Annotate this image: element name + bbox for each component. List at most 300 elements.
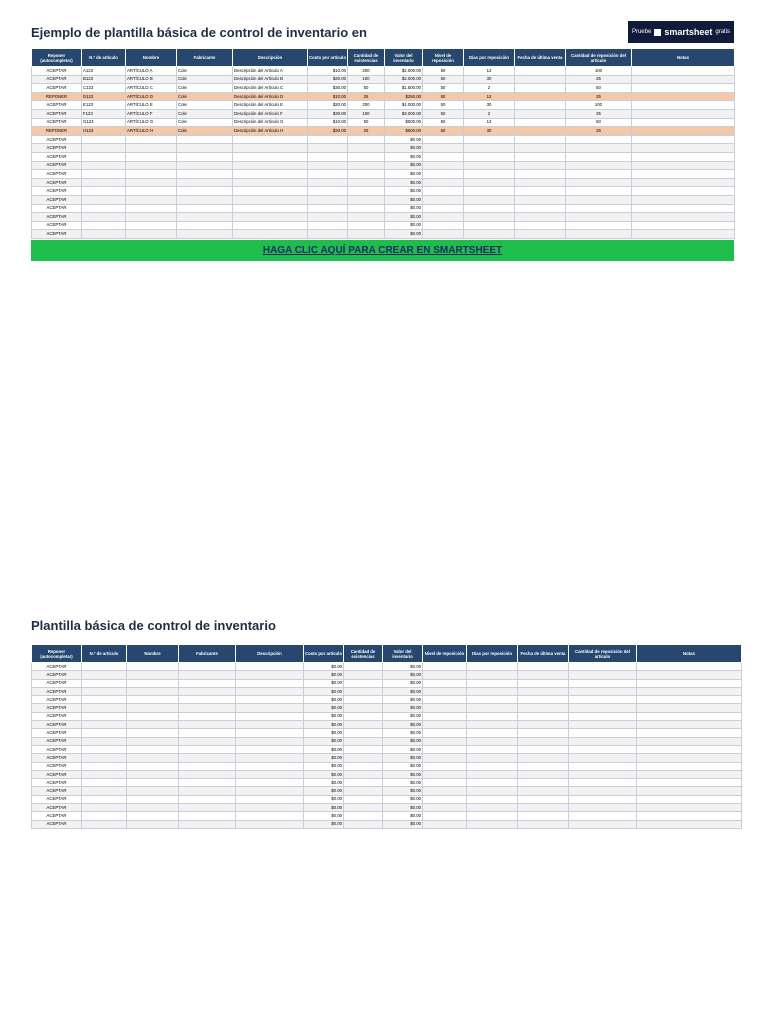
cell-cantidad[interactable] bbox=[344, 729, 383, 737]
cell-nombre[interactable] bbox=[126, 144, 177, 153]
cell-reponer[interactable]: ACEPTAR bbox=[32, 178, 82, 187]
cell-nombre[interactable] bbox=[126, 161, 177, 170]
cell-numero[interactable] bbox=[82, 795, 127, 803]
cell-reponer[interactable]: ACEPTAR bbox=[32, 671, 82, 679]
cell-dias[interactable] bbox=[464, 187, 515, 196]
cell-nombre[interactable] bbox=[127, 762, 179, 770]
cell-dias[interactable]: 2 bbox=[464, 84, 515, 93]
cell-fabricante[interactable]: Cole bbox=[177, 84, 233, 93]
cell-nombre[interactable] bbox=[127, 787, 179, 795]
cell-cantidad[interactable]: 25 bbox=[348, 127, 385, 136]
cell-fecha[interactable] bbox=[518, 696, 569, 704]
cell-numero[interactable] bbox=[82, 704, 127, 712]
cell-dias[interactable]: 30 bbox=[464, 127, 515, 136]
cell-notas[interactable] bbox=[632, 170, 735, 179]
cell-costo[interactable]: $0.00 bbox=[304, 704, 344, 712]
cell-cantidad[interactable] bbox=[344, 779, 383, 787]
cell-descripcion[interactable] bbox=[236, 663, 304, 671]
cell-valor[interactable]: $0.00 bbox=[385, 170, 423, 179]
cell-reponer[interactable]: ACEPTAR bbox=[32, 729, 82, 737]
cell-descripcion[interactable] bbox=[236, 712, 304, 720]
cell-fecha[interactable] bbox=[518, 745, 569, 753]
cell-numero[interactable] bbox=[82, 195, 126, 204]
cell-descripcion[interactable] bbox=[236, 770, 304, 778]
cell-notas[interactable] bbox=[637, 663, 742, 671]
cell-dias[interactable] bbox=[467, 754, 518, 762]
cell-cantidad-reposicion[interactable] bbox=[566, 161, 632, 170]
cell-fecha[interactable] bbox=[515, 221, 566, 230]
cell-descripcion[interactable]: Descripción del Artículo B bbox=[233, 75, 308, 84]
cell-cantidad[interactable] bbox=[344, 820, 383, 828]
cell-dias[interactable] bbox=[464, 195, 515, 204]
cell-fabricante[interactable]: Cole bbox=[177, 67, 233, 76]
cell-reponer[interactable]: ACEPTAR bbox=[32, 118, 82, 127]
cell-valor[interactable]: $0.00 bbox=[385, 230, 423, 239]
cell-fabricante[interactable] bbox=[177, 187, 233, 196]
cell-valor[interactable]: $2.000.00 bbox=[385, 67, 423, 76]
cell-numero[interactable] bbox=[82, 144, 126, 153]
cell-numero[interactable] bbox=[82, 754, 127, 762]
cell-numero[interactable] bbox=[82, 204, 126, 213]
cell-descripcion[interactable] bbox=[233, 204, 308, 213]
cell-notas[interactable] bbox=[637, 671, 742, 679]
cell-costo[interactable]: $20.00 bbox=[308, 127, 348, 136]
cell-nivel[interactable] bbox=[423, 820, 467, 828]
cell-fecha[interactable] bbox=[518, 729, 569, 737]
cell-descripcion[interactable] bbox=[236, 729, 304, 737]
cell-cantidad[interactable] bbox=[344, 704, 383, 712]
cell-numero[interactable] bbox=[82, 745, 127, 753]
cell-nivel[interactable] bbox=[423, 195, 464, 204]
cell-dias[interactable] bbox=[464, 161, 515, 170]
cell-fecha[interactable] bbox=[515, 92, 566, 101]
cell-reponer[interactable]: ACEPTAR bbox=[32, 820, 82, 828]
cell-numero[interactable] bbox=[82, 679, 127, 687]
cell-cantidad-reposicion[interactable] bbox=[566, 221, 632, 230]
cell-nombre[interactable]: ARTÍCULO A bbox=[126, 67, 177, 76]
cell-notas[interactable] bbox=[632, 101, 735, 110]
create-in-smartsheet-link[interactable]: HAGA CLIC AQUÍ PARA CREAR EN SMARTSHEET bbox=[262, 245, 503, 256]
cell-notas[interactable] bbox=[632, 109, 735, 118]
cell-numero[interactable] bbox=[82, 187, 126, 196]
cell-nivel[interactable] bbox=[423, 737, 467, 745]
cell-cantidad-reposicion[interactable] bbox=[569, 671, 637, 679]
cell-reponer[interactable]: ACEPTAR bbox=[32, 770, 82, 778]
cell-notas[interactable] bbox=[637, 770, 742, 778]
cell-fecha[interactable] bbox=[518, 804, 569, 812]
cell-notas[interactable] bbox=[637, 779, 742, 787]
cell-valor[interactable]: $4.000.00 bbox=[385, 101, 423, 110]
cell-reponer[interactable]: ACEPTAR bbox=[32, 84, 82, 93]
cell-cantidad-reposicion[interactable] bbox=[569, 704, 637, 712]
cell-reponer[interactable]: ACEPTAR bbox=[32, 812, 82, 820]
cell-fecha[interactable] bbox=[515, 170, 566, 179]
cell-notas[interactable] bbox=[637, 762, 742, 770]
cell-costo[interactable]: $0.00 bbox=[304, 679, 344, 687]
cell-notas[interactable] bbox=[637, 721, 742, 729]
cell-nivel[interactable]: 50 bbox=[423, 92, 464, 101]
cell-costo[interactable] bbox=[308, 221, 348, 230]
cell-dias[interactable] bbox=[467, 804, 518, 812]
cell-cantidad-reposicion[interactable] bbox=[569, 795, 637, 803]
cell-costo[interactable]: $0.00 bbox=[304, 687, 344, 695]
cell-fecha[interactable] bbox=[518, 762, 569, 770]
cell-reponer[interactable]: ACEPTAR bbox=[32, 679, 82, 687]
cell-costo[interactable] bbox=[308, 204, 348, 213]
cell-fabricante[interactable] bbox=[177, 152, 233, 161]
cell-fabricante[interactable] bbox=[177, 230, 233, 239]
cell-valor[interactable]: $0.00 bbox=[385, 187, 423, 196]
cell-cantidad[interactable] bbox=[344, 737, 383, 745]
cell-valor[interactable]: $0.00 bbox=[383, 721, 423, 729]
cell-descripcion[interactable]: Descripción del Artículo C bbox=[233, 84, 308, 93]
cell-numero[interactable] bbox=[82, 663, 127, 671]
cell-notas[interactable] bbox=[637, 704, 742, 712]
cell-numero[interactable] bbox=[82, 671, 127, 679]
cell-fabricante[interactable] bbox=[179, 762, 236, 770]
cell-cantidad-reposicion[interactable] bbox=[569, 729, 637, 737]
cell-dias[interactable] bbox=[464, 204, 515, 213]
cell-reponer[interactable]: ACEPTAR bbox=[32, 101, 82, 110]
cell-cantidad[interactable] bbox=[344, 762, 383, 770]
cell-nombre[interactable] bbox=[127, 737, 179, 745]
cell-dias[interactable] bbox=[467, 721, 518, 729]
cell-cantidad[interactable] bbox=[344, 663, 383, 671]
cell-nivel[interactable] bbox=[423, 729, 467, 737]
cell-cantidad[interactable] bbox=[348, 144, 385, 153]
cell-dias[interactable]: 30 bbox=[464, 75, 515, 84]
cell-descripcion[interactable] bbox=[233, 230, 308, 239]
cell-cantidad[interactable] bbox=[344, 745, 383, 753]
cell-notas[interactable] bbox=[637, 745, 742, 753]
cell-cantidad-reposicion[interactable] bbox=[569, 779, 637, 787]
cell-dias[interactable] bbox=[467, 737, 518, 745]
cell-cantidad[interactable] bbox=[344, 812, 383, 820]
cell-descripcion[interactable] bbox=[233, 187, 308, 196]
cell-costo[interactable]: $0.00 bbox=[304, 737, 344, 745]
cell-notas[interactable] bbox=[637, 820, 742, 828]
cell-cantidad[interactable] bbox=[344, 679, 383, 687]
cell-dias[interactable]: 12 bbox=[464, 92, 515, 101]
cell-nivel[interactable] bbox=[423, 230, 464, 239]
cell-numero[interactable]: B123 bbox=[82, 75, 126, 84]
cell-numero[interactable]: G123 bbox=[82, 118, 126, 127]
cell-nivel[interactable] bbox=[423, 221, 464, 230]
cell-cantidad[interactable] bbox=[348, 161, 385, 170]
cell-nivel[interactable] bbox=[423, 170, 464, 179]
cell-cantidad-reposicion[interactable] bbox=[566, 144, 632, 153]
cell-reponer[interactable]: ACEPTAR bbox=[32, 204, 82, 213]
cell-costo[interactable]: $20.00 bbox=[308, 101, 348, 110]
cell-nivel[interactable] bbox=[423, 679, 467, 687]
cell-dias[interactable] bbox=[467, 762, 518, 770]
cell-nivel[interactable]: 50 bbox=[423, 84, 464, 93]
cell-cantidad[interactable] bbox=[348, 195, 385, 204]
cell-notas[interactable] bbox=[632, 152, 735, 161]
cell-nivel[interactable] bbox=[423, 787, 467, 795]
cell-numero[interactable]: F123 bbox=[82, 109, 126, 118]
cell-costo[interactable]: $10.00 bbox=[308, 118, 348, 127]
cell-reponer[interactable]: ACEPTAR bbox=[32, 187, 82, 196]
cell-notas[interactable] bbox=[632, 195, 735, 204]
cell-valor[interactable]: $0.00 bbox=[383, 770, 423, 778]
cell-costo[interactable] bbox=[308, 144, 348, 153]
cell-nombre[interactable] bbox=[126, 135, 177, 144]
cell-descripcion[interactable] bbox=[233, 152, 308, 161]
cell-cantidad[interactable]: 25 bbox=[348, 92, 385, 101]
cell-cantidad[interactable] bbox=[344, 712, 383, 720]
cell-cantidad[interactable] bbox=[348, 204, 385, 213]
cell-reponer[interactable]: ACEPTAR bbox=[32, 712, 82, 720]
cell-cantidad[interactable] bbox=[348, 187, 385, 196]
cell-numero[interactable] bbox=[82, 787, 127, 795]
cell-nivel[interactable] bbox=[423, 152, 464, 161]
cell-reponer[interactable]: ACEPTAR bbox=[32, 221, 82, 230]
cell-numero[interactable] bbox=[82, 737, 127, 745]
cell-fabricante[interactable]: Cole bbox=[177, 101, 233, 110]
cell-nivel[interactable] bbox=[423, 663, 467, 671]
cell-fabricante[interactable] bbox=[177, 144, 233, 153]
cell-fabricante[interactable] bbox=[179, 770, 236, 778]
cell-descripcion[interactable]: Descripción del Artículo H bbox=[233, 127, 308, 136]
cell-cantidad[interactable] bbox=[344, 696, 383, 704]
cell-numero[interactable] bbox=[82, 213, 126, 222]
cell-notas[interactable] bbox=[637, 696, 742, 704]
cell-costo[interactable]: $30.00 bbox=[308, 84, 348, 93]
cell-dias[interactable] bbox=[464, 135, 515, 144]
cell-costo[interactable]: $0.00 bbox=[304, 754, 344, 762]
cell-reponer[interactable]: ACEPTAR bbox=[32, 135, 82, 144]
cell-notas[interactable] bbox=[637, 687, 742, 695]
cell-descripcion[interactable] bbox=[236, 704, 304, 712]
cell-cantidad[interactable] bbox=[344, 721, 383, 729]
cell-costo[interactable] bbox=[308, 213, 348, 222]
cell-dias[interactable] bbox=[464, 152, 515, 161]
cell-fabricante[interactable] bbox=[179, 779, 236, 787]
cell-costo[interactable] bbox=[308, 152, 348, 161]
cell-notas[interactable] bbox=[632, 135, 735, 144]
cell-fabricante[interactable] bbox=[179, 804, 236, 812]
cell-numero[interactable]: D123 bbox=[82, 92, 126, 101]
cell-descripcion[interactable] bbox=[236, 812, 304, 820]
cell-nombre[interactable] bbox=[127, 770, 179, 778]
cell-valor[interactable]: $0.00 bbox=[383, 745, 423, 753]
cell-dias[interactable]: 12 bbox=[464, 118, 515, 127]
cell-cantidad[interactable] bbox=[344, 795, 383, 803]
cell-fabricante[interactable] bbox=[177, 135, 233, 144]
cell-nombre[interactable]: ARTÍCULO F bbox=[126, 109, 177, 118]
cell-notas[interactable] bbox=[632, 161, 735, 170]
cell-notas[interactable] bbox=[637, 729, 742, 737]
cell-notas[interactable] bbox=[637, 737, 742, 745]
cell-dias[interactable] bbox=[467, 679, 518, 687]
cell-notas[interactable] bbox=[637, 787, 742, 795]
cell-cantidad-reposicion[interactable] bbox=[569, 663, 637, 671]
cell-fabricante[interactable] bbox=[177, 221, 233, 230]
cell-cantidad-reposicion[interactable] bbox=[569, 721, 637, 729]
cell-nivel[interactable]: 50 bbox=[423, 109, 464, 118]
cell-costo[interactable]: $0.00 bbox=[304, 671, 344, 679]
cell-fecha[interactable] bbox=[518, 795, 569, 803]
cell-fabricante[interactable] bbox=[179, 704, 236, 712]
cell-nivel[interactable] bbox=[423, 712, 467, 720]
cell-reponer[interactable]: ACEPTAR bbox=[32, 762, 82, 770]
cell-valor[interactable]: $500.00 bbox=[385, 118, 423, 127]
cell-valor[interactable]: $0.00 bbox=[383, 729, 423, 737]
cell-valor[interactable]: $500.00 bbox=[385, 127, 423, 136]
cell-reponer[interactable]: ACEPTAR bbox=[32, 152, 82, 161]
cell-notas[interactable] bbox=[632, 230, 735, 239]
cell-nombre[interactable] bbox=[126, 152, 177, 161]
cell-dias[interactable] bbox=[467, 696, 518, 704]
cell-fecha[interactable] bbox=[518, 787, 569, 795]
cell-descripcion[interactable] bbox=[233, 213, 308, 222]
cell-fecha[interactable] bbox=[515, 178, 566, 187]
cell-dias[interactable] bbox=[464, 230, 515, 239]
cell-nombre[interactable]: ARTÍCULO B bbox=[126, 75, 177, 84]
cell-numero[interactable] bbox=[82, 170, 126, 179]
cell-valor[interactable]: $0.00 bbox=[385, 135, 423, 144]
cell-nombre[interactable] bbox=[126, 213, 177, 222]
cell-fecha[interactable] bbox=[518, 712, 569, 720]
cell-nivel[interactable] bbox=[423, 704, 467, 712]
cell-numero[interactable] bbox=[82, 812, 127, 820]
cell-valor[interactable]: $0.00 bbox=[383, 737, 423, 745]
cell-costo[interactable]: $0.00 bbox=[304, 795, 344, 803]
cell-fecha[interactable] bbox=[518, 687, 569, 695]
cell-reponer[interactable]: ACEPTAR bbox=[32, 779, 82, 787]
cell-cantidad[interactable]: 100 bbox=[348, 75, 385, 84]
cell-fabricante[interactable]: Cole bbox=[177, 75, 233, 84]
cell-numero[interactable] bbox=[82, 161, 126, 170]
cell-nombre[interactable] bbox=[126, 230, 177, 239]
cell-fabricante[interactable] bbox=[179, 671, 236, 679]
cell-cantidad[interactable] bbox=[348, 213, 385, 222]
cell-descripcion[interactable] bbox=[233, 195, 308, 204]
cell-fecha[interactable] bbox=[518, 704, 569, 712]
cell-reponer[interactable]: ACEPTAR bbox=[32, 230, 82, 239]
cell-cantidad-reposicion[interactable] bbox=[566, 187, 632, 196]
cell-nivel[interactable] bbox=[423, 135, 464, 144]
cell-dias[interactable] bbox=[467, 787, 518, 795]
cell-numero[interactable]: E123 bbox=[82, 101, 126, 110]
cell-fabricante[interactable] bbox=[179, 745, 236, 753]
cell-costo[interactable]: $0.00 bbox=[304, 745, 344, 753]
cell-costo[interactable]: $10.00 bbox=[308, 92, 348, 101]
cell-fabricante[interactable]: Cole bbox=[177, 92, 233, 101]
cell-fecha[interactable] bbox=[515, 75, 566, 84]
cell-reponer[interactable]: ACEPTAR bbox=[32, 109, 82, 118]
cell-valor[interactable]: $0.00 bbox=[385, 204, 423, 213]
cell-nivel[interactable]: 50 bbox=[423, 127, 464, 136]
cell-numero[interactable] bbox=[82, 230, 126, 239]
cell-cantidad-reposicion[interactable] bbox=[569, 687, 637, 695]
cell-nivel[interactable] bbox=[423, 721, 467, 729]
cell-cantidad[interactable] bbox=[348, 135, 385, 144]
cell-descripcion[interactable] bbox=[236, 754, 304, 762]
cell-costo[interactable]: $0.00 bbox=[304, 770, 344, 778]
cell-reponer[interactable]: ACEPTAR bbox=[32, 754, 82, 762]
cell-nombre[interactable] bbox=[126, 221, 177, 230]
cell-descripcion[interactable] bbox=[233, 178, 308, 187]
cell-reponer[interactable]: ACEPTAR bbox=[32, 704, 82, 712]
cell-cantidad-reposicion[interactable] bbox=[569, 812, 637, 820]
cell-reponer[interactable]: ACEPTAR bbox=[32, 737, 82, 745]
cell-nombre[interactable]: ARTÍCULO E bbox=[126, 101, 177, 110]
cell-nivel[interactable] bbox=[423, 770, 467, 778]
cell-costo[interactable]: $0.00 bbox=[304, 804, 344, 812]
cell-nivel[interactable] bbox=[423, 687, 467, 695]
cell-notas[interactable] bbox=[637, 679, 742, 687]
cell-cantidad-reposicion[interactable] bbox=[566, 135, 632, 144]
cell-notas[interactable] bbox=[637, 754, 742, 762]
cell-reponer[interactable]: ACEPTAR bbox=[32, 795, 82, 803]
cell-fecha[interactable] bbox=[515, 101, 566, 110]
cell-costo[interactable]: $0.00 bbox=[304, 712, 344, 720]
cell-costo[interactable] bbox=[308, 195, 348, 204]
cell-nivel[interactable]: 50 bbox=[423, 67, 464, 76]
cell-nivel[interactable] bbox=[423, 812, 467, 820]
cell-notas[interactable] bbox=[632, 213, 735, 222]
cell-dias[interactable]: 12 bbox=[464, 67, 515, 76]
cell-fecha[interactable] bbox=[518, 663, 569, 671]
cell-costo[interactable]: $0.00 bbox=[304, 779, 344, 787]
cell-nombre[interactable] bbox=[127, 687, 179, 695]
cell-valor[interactable]: $0.00 bbox=[383, 679, 423, 687]
cell-descripcion[interactable] bbox=[233, 161, 308, 170]
cell-descripcion[interactable] bbox=[233, 170, 308, 179]
cell-valor[interactable]: $0.00 bbox=[383, 812, 423, 820]
cell-dias[interactable] bbox=[467, 671, 518, 679]
cell-reponer[interactable]: ACEPTAR bbox=[32, 195, 82, 204]
cell-cantidad[interactable]: 200 bbox=[348, 101, 385, 110]
cell-reponer[interactable]: ACEPTAR bbox=[32, 161, 82, 170]
cell-notas[interactable] bbox=[632, 75, 735, 84]
cell-fabricante[interactable] bbox=[179, 696, 236, 704]
cell-numero[interactable]: H123 bbox=[82, 127, 126, 136]
cell-cantidad-reposicion[interactable] bbox=[569, 804, 637, 812]
cell-fecha[interactable] bbox=[515, 187, 566, 196]
cell-valor[interactable]: $0.00 bbox=[385, 161, 423, 170]
cell-cantidad-reposicion[interactable]: 25 bbox=[566, 75, 632, 84]
cell-nombre[interactable] bbox=[127, 679, 179, 687]
cell-reponer[interactable]: ACEPTAR bbox=[32, 787, 82, 795]
cell-cantidad-reposicion[interactable]: 100 bbox=[566, 101, 632, 110]
cell-fecha[interactable] bbox=[518, 754, 569, 762]
cell-cantidad-reposicion[interactable] bbox=[566, 213, 632, 222]
cell-fabricante[interactable]: Cole bbox=[177, 127, 233, 136]
cell-valor[interactable]: $0.00 bbox=[383, 704, 423, 712]
cell-dias[interactable] bbox=[467, 795, 518, 803]
cell-descripcion[interactable] bbox=[233, 135, 308, 144]
cell-nombre[interactable] bbox=[126, 187, 177, 196]
cell-nombre[interactable] bbox=[126, 178, 177, 187]
cell-nombre[interactable] bbox=[126, 204, 177, 213]
cell-fecha[interactable] bbox=[518, 737, 569, 745]
cell-fabricante[interactable] bbox=[179, 812, 236, 820]
cell-fecha[interactable] bbox=[515, 204, 566, 213]
cell-nombre[interactable] bbox=[127, 820, 179, 828]
cell-fabricante[interactable] bbox=[179, 729, 236, 737]
cell-costo[interactable]: $10.00 bbox=[308, 67, 348, 76]
cell-dias[interactable] bbox=[464, 178, 515, 187]
cell-valor[interactable]: $3.000.00 bbox=[385, 109, 423, 118]
cell-cantidad-reposicion[interactable] bbox=[566, 195, 632, 204]
cell-valor[interactable]: $250.00 bbox=[385, 92, 423, 101]
cell-fabricante[interactable]: Cole bbox=[177, 118, 233, 127]
cell-nivel[interactable] bbox=[423, 779, 467, 787]
cell-fecha[interactable] bbox=[518, 812, 569, 820]
